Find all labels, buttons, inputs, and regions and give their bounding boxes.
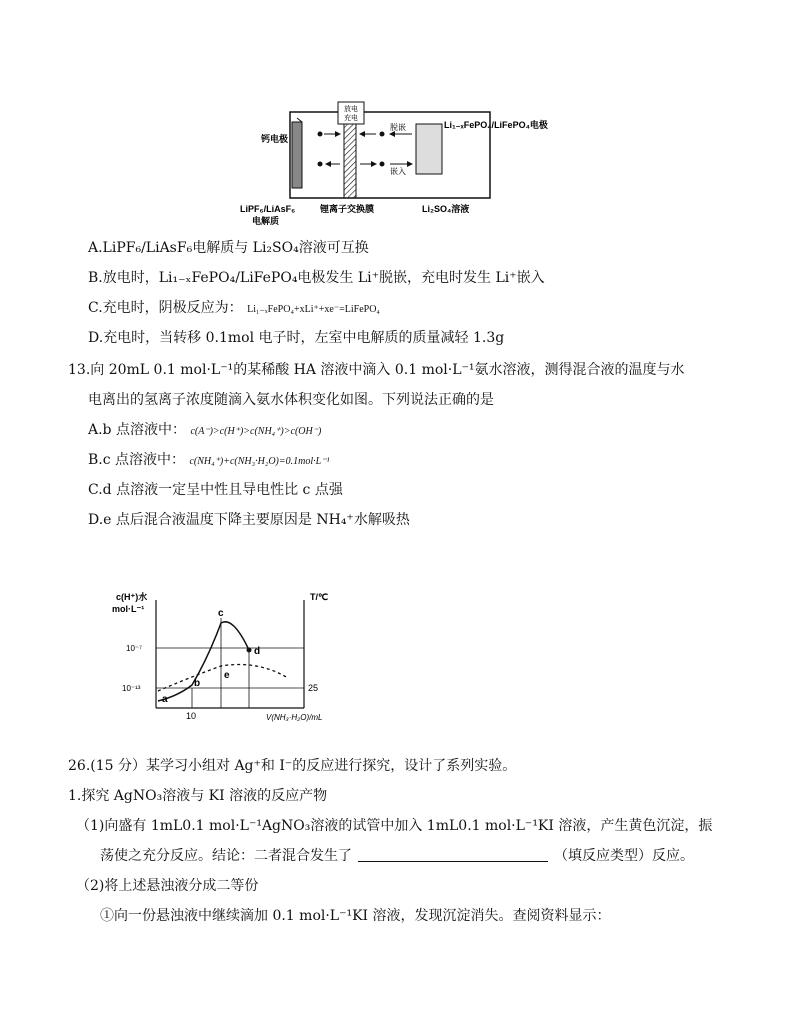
q12-option-a: A.LiPF₆/LiAsF₆电解质与 Li₂SO₄溶液可互换 (88, 240, 369, 256)
q13-option-b-formula: c(NH₄⁺)+c(NH₃·H₂O)=0.1mol·L⁻¹ (189, 456, 330, 467)
y-tick-high: 10⁻⁷ (126, 644, 143, 653)
q26-item1-line1: （1)向盛有 1mL0.1 mol·L⁻¹AgNO₃溶液的试管中加入 1mL0.1 mol·L⁻¹KI 溶液，产生黄色沉淀，振 (76, 818, 713, 834)
solution-label: Li₂SO₄溶液 (422, 204, 470, 214)
top-box-line2: 充电 (344, 115, 358, 122)
right-electrode-label: Li₁₋ₓFePO₄/LiFePO₄电极 (444, 120, 548, 130)
q26-item2-sub1: ①向一份悬浊液中继续滴加 0.1 mol·L⁻¹KI 溶液，发现沉淀消失。查阅资料显示： (100, 908, 611, 924)
q13-option-b (88, 450, 329, 472)
right-axis-label: T/℃ (310, 592, 329, 602)
top-box-line1: 放电 (344, 106, 358, 113)
right-tick: 25 (308, 683, 319, 693)
q13-option-a (88, 420, 321, 442)
q13-option-c: C.d 点溶液一定呈中性且导电性比 c 点强 (88, 482, 343, 498)
left-electrode-label: 钙电极 (260, 134, 288, 144)
q13-stem-line1: 13.向 20mL 0.1 mol·L⁻¹的某稀酸 HA 溶液中滴入 0.1 mol·L⁻¹氨水溶液，测得混合液的温度与水 (68, 362, 685, 378)
battery-diagram-svg (230, 100, 570, 230)
point-b-label: b (194, 678, 201, 689)
y-label-line2: mol·L⁻¹ (112, 604, 145, 614)
point-c-label: c (218, 608, 224, 619)
q26-item1-line2b: （填反应类型）反应。 (554, 848, 694, 864)
q13-option-b-text: B.c 点溶液中： (88, 452, 186, 468)
q12-option-c-text: C.充电时，阴极反应为： (88, 300, 243, 316)
q26-title: 26.(15 分）某学习小组对 Ag⁺和 I⁻的反应进行探究，设计了系列实验。 (68, 758, 517, 774)
q26-section1: 1.探究 AgNO₃溶液与 KI 溶液的反应产物 (68, 788, 328, 804)
y-tick-low: 10⁻¹³ (122, 684, 141, 693)
y-label-line1: c(H⁺)水 (116, 592, 148, 602)
q12-option-c (88, 298, 380, 320)
titration-graph-svg (108, 588, 368, 728)
q12-option-b: B.放电时，Li₁₋ₓFePO₄/LiFePO₄电极发生 Li⁺脱嵌，充电时发生 Li⁺嵌入 (88, 270, 545, 286)
titration-graph (108, 588, 368, 728)
q13-stem-line2: 电离出的氢离子浓度随滴入氨水体积变化如图。下列说法正确的是 (88, 392, 494, 408)
x-axis-label: V(NH₃·H₂O)/mL (266, 713, 323, 722)
q26-item1-line2 (100, 846, 694, 866)
point-e-label: e (224, 670, 230, 681)
intercalation-label: 嵌入 (390, 167, 406, 176)
q12-option-c-formula: Li₁₋ₓFePO₄+xLi⁺+xe⁻=LiFePO₄ (247, 304, 380, 315)
battery-diagram (230, 100, 570, 230)
electrolyte-label-line2: 电解质 (252, 216, 280, 226)
answer-blank[interactable] (358, 847, 548, 862)
point-d-label: d (254, 646, 261, 657)
electrolyte-label-line1: LiPF₆/LiAsF₆ (240, 204, 296, 214)
membrane-label: 锂离子交换膜 (320, 204, 375, 214)
q12-option-d: D.充电时，当转移 0.1mol 电子时，左室中电解质的质量减轻 1.3g (88, 330, 505, 346)
x-tick: 10 (186, 711, 197, 721)
q13-option-d: D.e 点后混合液温度下降主要原因是 NH₄⁺水解吸热 (88, 512, 410, 528)
q26-item1-line2a: 荡使之充分反应。结论：二者混合发生了 (100, 848, 352, 864)
deintercalation-label: 脱嵌 (390, 123, 406, 132)
point-a-label: a (162, 694, 168, 705)
q13-option-a-formula: c(A⁻)>c(H⁺)>c(NH₄⁺)>c(OH⁻) (190, 426, 322, 437)
q26-item2: （2)将上述悬浊液分成二等份 (76, 878, 259, 894)
q13-option-a-text: A.b 点溶液中： (88, 422, 186, 438)
